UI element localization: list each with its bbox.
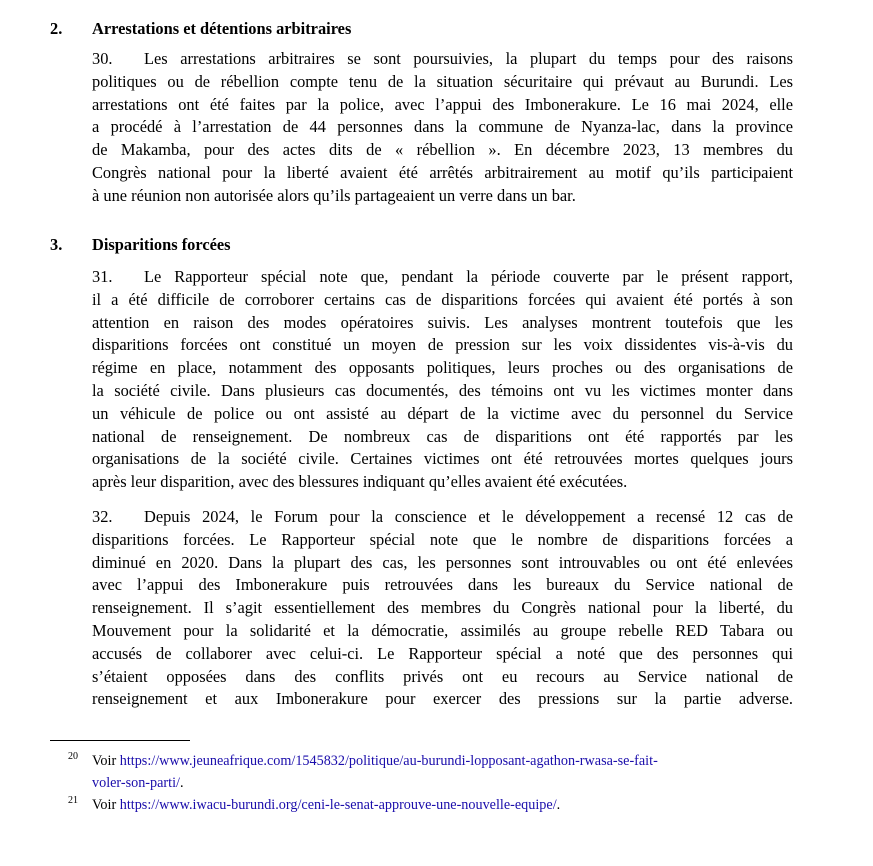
paragraph-line: arrestations ont été faites par la police, avec l’appui des Imbonerakure. Le 16 mai 2024, elle — [92, 94, 793, 114]
footnote-link[interactable]: https://www.iwacu-burundi.org/ceni-le-senat-approuve-une-nouvelle-equipe/ — [119, 797, 557, 813]
paragraph-line: 32. Depuis 2024, le Forum pour la conscience et le développement a recensé 12 cas de — [92, 506, 793, 529]
section-number: 2. — [50, 19, 63, 38]
footnote-prefix: Voir — [92, 797, 120, 813]
footnote-prefix: Voir — [92, 753, 120, 769]
paragraph-line: régime en place, notamment des opposants politiques, leurs proches ou des organisations de — [92, 358, 793, 378]
paragraph-line: 31. Le Rapporteur spécial note que, pendant la période couverte par le présent rapport, — [92, 266, 793, 289]
paragraph-number: 32. — [92, 507, 113, 526]
paragraph-line: organisations de la société civile. Certaines victimes ont été retrouvées mortes quelques jours — [92, 449, 793, 469]
paragraph-30 — [92, 48, 793, 208]
paragraph-line: la société civile. Dans plusieurs cas documentés, des témoins ont vu les victimes monter dans — [92, 380, 793, 400]
paragraph-line: à une réunion non autorisée alors qu’ils partageaient un verre dans un bar. — [92, 185, 576, 205]
paragraph-line: 30. Les arrestations arbitraires se sont poursuivies, la plupart du temps pour des raisons — [92, 48, 793, 71]
footnote-link[interactable]: https://www.jeuneafrique.com/1545832/politique/au-burundi-lopposant-agathon-rwasa-se-fait- — [119, 753, 658, 769]
paragraph-line: renseignement et aux Imbonerakure pour exercer des pressions sur la partie adverse. — [92, 689, 793, 709]
footnote-body — [92, 794, 812, 816]
paragraph-line: politiques ou de rébellion compte tenu de la situation sécuritaire qui prévaut au Burundi. Les — [92, 71, 793, 91]
footnote-link-continued[interactable]: voler-son-parti/ — [92, 775, 180, 791]
section-heading-2 — [50, 18, 351, 40]
paragraph-line: national de renseignement. De nombreux cas de disparitions ont été rapportés par les — [92, 426, 793, 446]
paragraph-32 — [92, 506, 793, 711]
paragraph-line: de Makamba, pour des actes dits de « rébellion ». En décembre 2023, 13 membres du — [92, 140, 793, 160]
paragraph-line: disparitions forcées ont constitué un moyen de pression sur les voix dissidentes vis-à-vis du — [92, 335, 793, 355]
paragraph-line: avec l’appui des Imbonerakure puis retrouvées dans les bureaux du Service national de — [92, 575, 793, 595]
paragraph-line: Congrès national pour la liberté avaient été arrêtés arbitrairement au motif qu’ils participaient — [92, 162, 793, 182]
footnote-mark: 20 — [68, 751, 78, 762]
paragraph-31 — [92, 266, 793, 494]
footnote-suffix: . — [179, 775, 184, 791]
paragraph-line: accusés de collaborer avec celui-ci. Le Rapporteur spécial a noté que des personnes qui — [92, 643, 793, 663]
paragraph-line: diminué en 2020. Dans la plupart des cas, les personnes sont introuvables ou ont été enlevées — [92, 552, 793, 572]
paragraph-line: un véhicule de police ou ont assisté au départ de la victime avec du personnel du Service — [92, 403, 793, 423]
footnote-mark: 21 — [68, 795, 78, 806]
paragraph-line: renseignement. Il s’agit essentiellement des membres du Congrès national pour la liberté, du — [92, 598, 793, 618]
section-title: Disparitions forcées — [92, 235, 231, 254]
footnote-suffix: . — [556, 797, 561, 813]
paragraph-line: attention en raison des modes opératoires suivis. Les analyses montrent toutefois que les — [92, 312, 793, 332]
paragraph-line: disparitions forcées. Le Rapporteur spécial note que le nombre de disparitions forcées a — [92, 529, 793, 549]
paragraph-line: Mouvement pour la solidarité et la démocratie, assimilés au groupe rebelle RED Tabara ou — [92, 620, 793, 640]
footnote-separator — [50, 740, 190, 741]
section-number: 3. — [50, 235, 63, 254]
section-title: Arrestations et détentions arbitraires — [92, 19, 352, 38]
paragraph-line: il a été difficile de corroborer certains cas de disparitions forcées qui avaient été portés à son — [92, 289, 793, 309]
paragraph-line: s’étaient opposées dans des conflits privés ont eu recours au Service national de — [92, 666, 793, 686]
paragraph-line: après leur disparition, avec des blessures indiquant qu’elles avaient été exécutées. — [92, 472, 628, 492]
paragraph-line: a procédé à l’arrestation de 44 personnes dans la commune de Nyanza-lac, dans la province — [92, 117, 793, 137]
section-heading-3 — [50, 234, 231, 256]
paragraph-number: 31. — [92, 267, 113, 286]
footnote-body — [92, 750, 812, 794]
paragraph-number: 30. — [92, 49, 113, 68]
